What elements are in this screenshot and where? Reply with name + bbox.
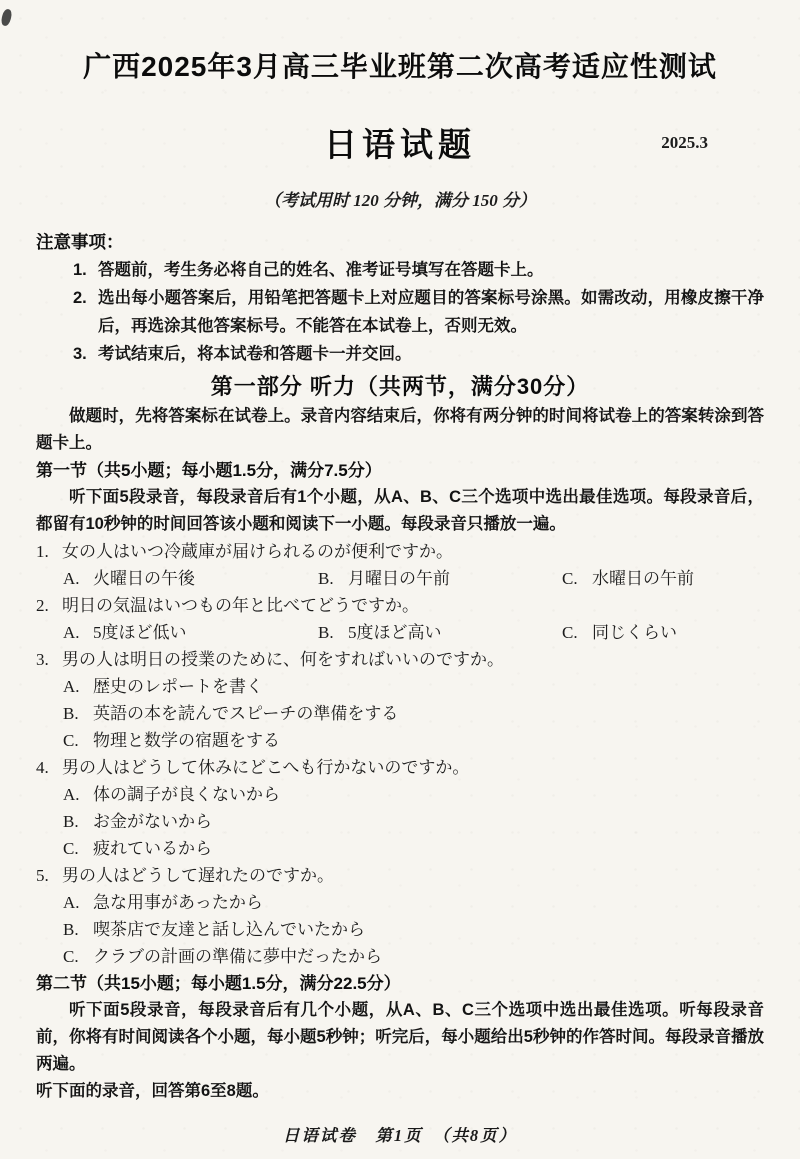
question-5 xyxy=(36,862,764,970)
question-text: 男の人は明日の授業のために、何をすればいいのですか。 xyxy=(62,650,504,669)
option-c xyxy=(562,619,764,646)
audio-prompt-q6-8: 听下面的录音，回答第6至8题。 xyxy=(36,1082,269,1100)
option-b xyxy=(318,619,562,646)
option-text: 5度ほど高い xyxy=(348,623,442,642)
notice-item-text: 答题前，考生务必将自己的姓名、准考证号填写在答题卡上。 xyxy=(98,261,544,279)
exam-date: 2025.3 xyxy=(661,133,708,152)
option-text: クラブの計画の準備に夢中だったから xyxy=(93,947,382,966)
option-text: 水曜日の午前 xyxy=(592,569,694,588)
option-text: 火曜日の午後 xyxy=(93,569,195,588)
option-label: A. xyxy=(63,893,80,912)
option-text: 物理と数学の宿題をする xyxy=(93,731,280,750)
question-4 xyxy=(36,754,764,862)
question-text: 男の人はどうして遅れたのですか。 xyxy=(62,866,334,885)
question-number: 3. xyxy=(36,650,49,669)
section1-intro: 听下面5段录音，每段录音后有1个小题，从A、B、C三个选项中选出最佳选项。每段录音后，都留有10秒钟的时间回答该小题和阅读下一小题。每段录音只播放一遍。 xyxy=(36,488,764,533)
option-a xyxy=(36,781,764,808)
section1-heading: 第一节（共5小题；每小题1.5分，满分7.5分） xyxy=(36,461,382,480)
page-footer: 日语试卷 第1页 （共8页） xyxy=(282,1126,518,1145)
option-c xyxy=(36,727,764,754)
notice-item-number: 1. xyxy=(73,261,87,279)
notice-item-text: 选出每小题答案后，用铅笔把答题卡上对应题目的答案标号涂黑。如需改动，用橡皮擦干净后，再选涂其他答案标号。不能答在本试卷上，否则无效。 xyxy=(98,289,764,335)
exam-duration-info: （考试用时 120 分钟，满分 150 分） xyxy=(264,191,536,210)
option-text: 英語の本を読んでスピーチの準備をする xyxy=(93,704,399,723)
option-label: A. xyxy=(63,623,80,642)
option-label: B. xyxy=(63,920,79,939)
question-number: 5. xyxy=(36,866,49,885)
option-label: C. xyxy=(562,623,578,642)
option-label: A. xyxy=(63,785,80,804)
option-label: C. xyxy=(63,947,79,966)
page-content xyxy=(0,228,800,1105)
option-a xyxy=(63,619,318,646)
subject-title: 日语试题 xyxy=(324,126,476,163)
option-text: 月曜日の午前 xyxy=(348,569,450,588)
option-text: 同じくらい xyxy=(592,623,677,642)
option-label: C. xyxy=(63,839,79,858)
option-label: B. xyxy=(63,812,79,831)
option-text: お金がないから xyxy=(93,812,212,831)
question-3 xyxy=(36,646,764,754)
part1-heading: 第一部分 听力（共两节，满分30分） xyxy=(210,374,590,399)
subject-row xyxy=(0,124,800,166)
option-c xyxy=(562,565,764,592)
question-2 xyxy=(36,592,764,646)
option-b xyxy=(36,808,764,835)
page-title: 广西2025年3月高三毕业班第二次高考适应性测试 xyxy=(83,51,717,82)
question-number: 2. xyxy=(36,596,49,615)
notice-item-1 xyxy=(36,256,764,284)
part1-intro: 做题时，先将答案标在试卷上。录音内容结束后，你将有两分钟的时间将试卷上的答案转涂到答题卡上。 xyxy=(36,407,764,452)
option-text: 喫茶店で友達と話し込んでいたから xyxy=(93,920,365,939)
option-text: 5度ほど低い xyxy=(93,623,187,642)
option-b xyxy=(36,916,764,943)
section2-intro: 听下面5段录音，每段录音后有几个小题，从A、B、C三个选项中选出最佳选项。听每段录音前，你将有时间阅读各个小题，每小题5秒钟；听完后，每小题给出5秒钟的作答时间。每段录音播放两遍。 xyxy=(36,1001,764,1073)
option-label: A. xyxy=(63,677,80,696)
option-text: 体の調子が良くないから xyxy=(93,785,280,804)
option-text: 歴史のレポートを書く xyxy=(93,677,263,696)
question-text: 明日の気温はいつもの年と比べてどうですか。 xyxy=(62,596,419,615)
option-label: C. xyxy=(562,569,578,588)
option-a xyxy=(36,889,764,916)
option-a xyxy=(36,673,764,700)
option-c xyxy=(36,943,764,970)
question-text: 女の人はいつ冷蔵庫が届けられるのが便利ですか。 xyxy=(62,542,453,561)
option-a xyxy=(63,565,318,592)
option-text: 急な用事があったから xyxy=(93,893,263,912)
option-b xyxy=(318,565,562,592)
question-text: 男の人はどうして休みにどこへも行かないのですか。 xyxy=(62,758,470,777)
section2-heading: 第二节（共15小题；每小题1.5分，满分22.5分） xyxy=(36,974,401,993)
notice-item-number: 2. xyxy=(73,289,87,307)
question-number: 1. xyxy=(36,542,49,561)
notice-item-2 xyxy=(36,284,764,340)
notice-item-3 xyxy=(36,340,764,368)
option-b xyxy=(36,700,764,727)
option-label: A. xyxy=(63,569,80,588)
option-text: 疲れているから xyxy=(93,839,212,858)
notice-item-text: 考试结束后，将本试卷和答题卡一并交回。 xyxy=(98,345,412,363)
notice-item-number: 3. xyxy=(73,345,87,363)
question-1 xyxy=(36,538,764,592)
question-number: 4. xyxy=(36,758,49,777)
option-label: C. xyxy=(63,731,79,750)
option-label: B. xyxy=(318,623,334,642)
option-label: B. xyxy=(318,569,334,588)
option-label: B. xyxy=(63,704,79,723)
option-c xyxy=(36,835,764,862)
notice-heading: 注意事项： xyxy=(36,232,124,252)
